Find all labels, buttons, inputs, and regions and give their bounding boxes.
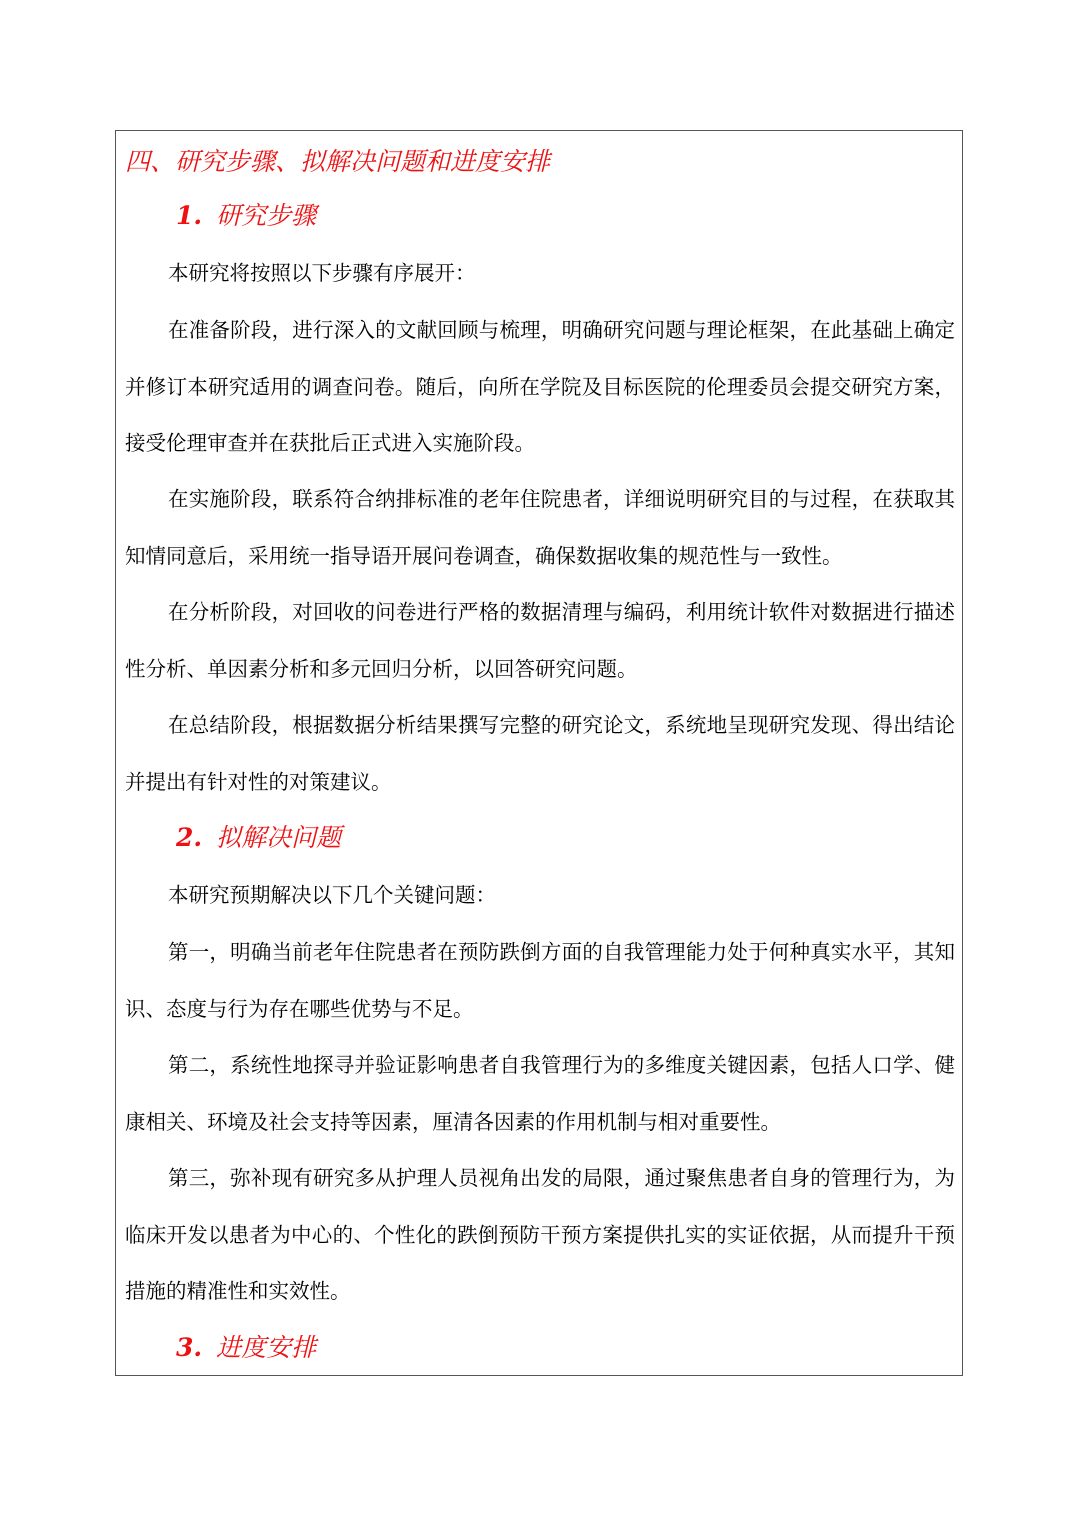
subsection-title: 进度安排 [216,1333,317,1362]
subsection-heading-problems [176,816,341,860]
subsection-number: 1. [176,201,203,230]
subsection-number: 2. [176,823,203,852]
paragraph: 在分析阶段，对回收的问卷进行严格的数据清理与编码，利用统计软件对数据进行描述性分析、单因素分析和多元回归分析，以回答研究问题。 [125,600,955,681]
section-title: 四、研究步骤、拟解决问题和进度安排 [125,147,551,176]
paragraph: 第二，系统性地探寻并验证影响患者自我管理行为的多维度关键因素，包括人口学、健康相关、环境及社会支持等因素，厘清各因素的作用机制与相对重要性。 [125,1053,955,1134]
paragraph: 在实施阶段，联系符合纳排标准的老年住院患者，详细说明研究目的与过程，在获取其知情同意后，采用统一指导语开展问卷调查，确保数据收集的规范性与一致性。 [125,487,955,568]
paragraph: 第一，明确当前老年住院患者在预防跌倒方面的自我管理能力处于何种真实水平，其知识、态度与行为存在哪些优势与不足。 [125,940,955,1021]
paragraph: 本研究将按照以下步骤有序展开： [168,261,476,285]
paragraph: 在准备阶段，进行深入的文献回顾与梳理，明确研究问题与理论框架，在此基础上确定并修订本研究适用的调查问卷。随后，向所在学院及目标医院的伦理委员会提交研究方案，接受伦理审查并在获批后正式进入实施阶段。 [125,318,955,455]
paragraph: 本研究预期解决以下几个关键问题： [168,883,496,907]
subsection-title: 拟解决问题 [216,823,342,852]
subsection-number: 3. [176,1333,203,1362]
subsection-heading-steps [176,194,316,238]
paragraph: 在总结阶段，根据数据分析结果撰写完整的研究论文，系统地呈现研究发现、得出结论并提出有针对性的对策建议。 [125,713,955,794]
subsection-title: 研究步骤 [216,201,317,230]
subsection-heading-schedule [176,1326,316,1370]
paragraph: 第三，弥补现有研究多从护理人员视角出发的局限，通过聚焦患者自身的管理行为，为临床开发以患者为中心的、个性化的跌倒预防干预方案提供扎实的实证依据，从而提升干预措施的精准性和实效性。 [125,1166,955,1303]
